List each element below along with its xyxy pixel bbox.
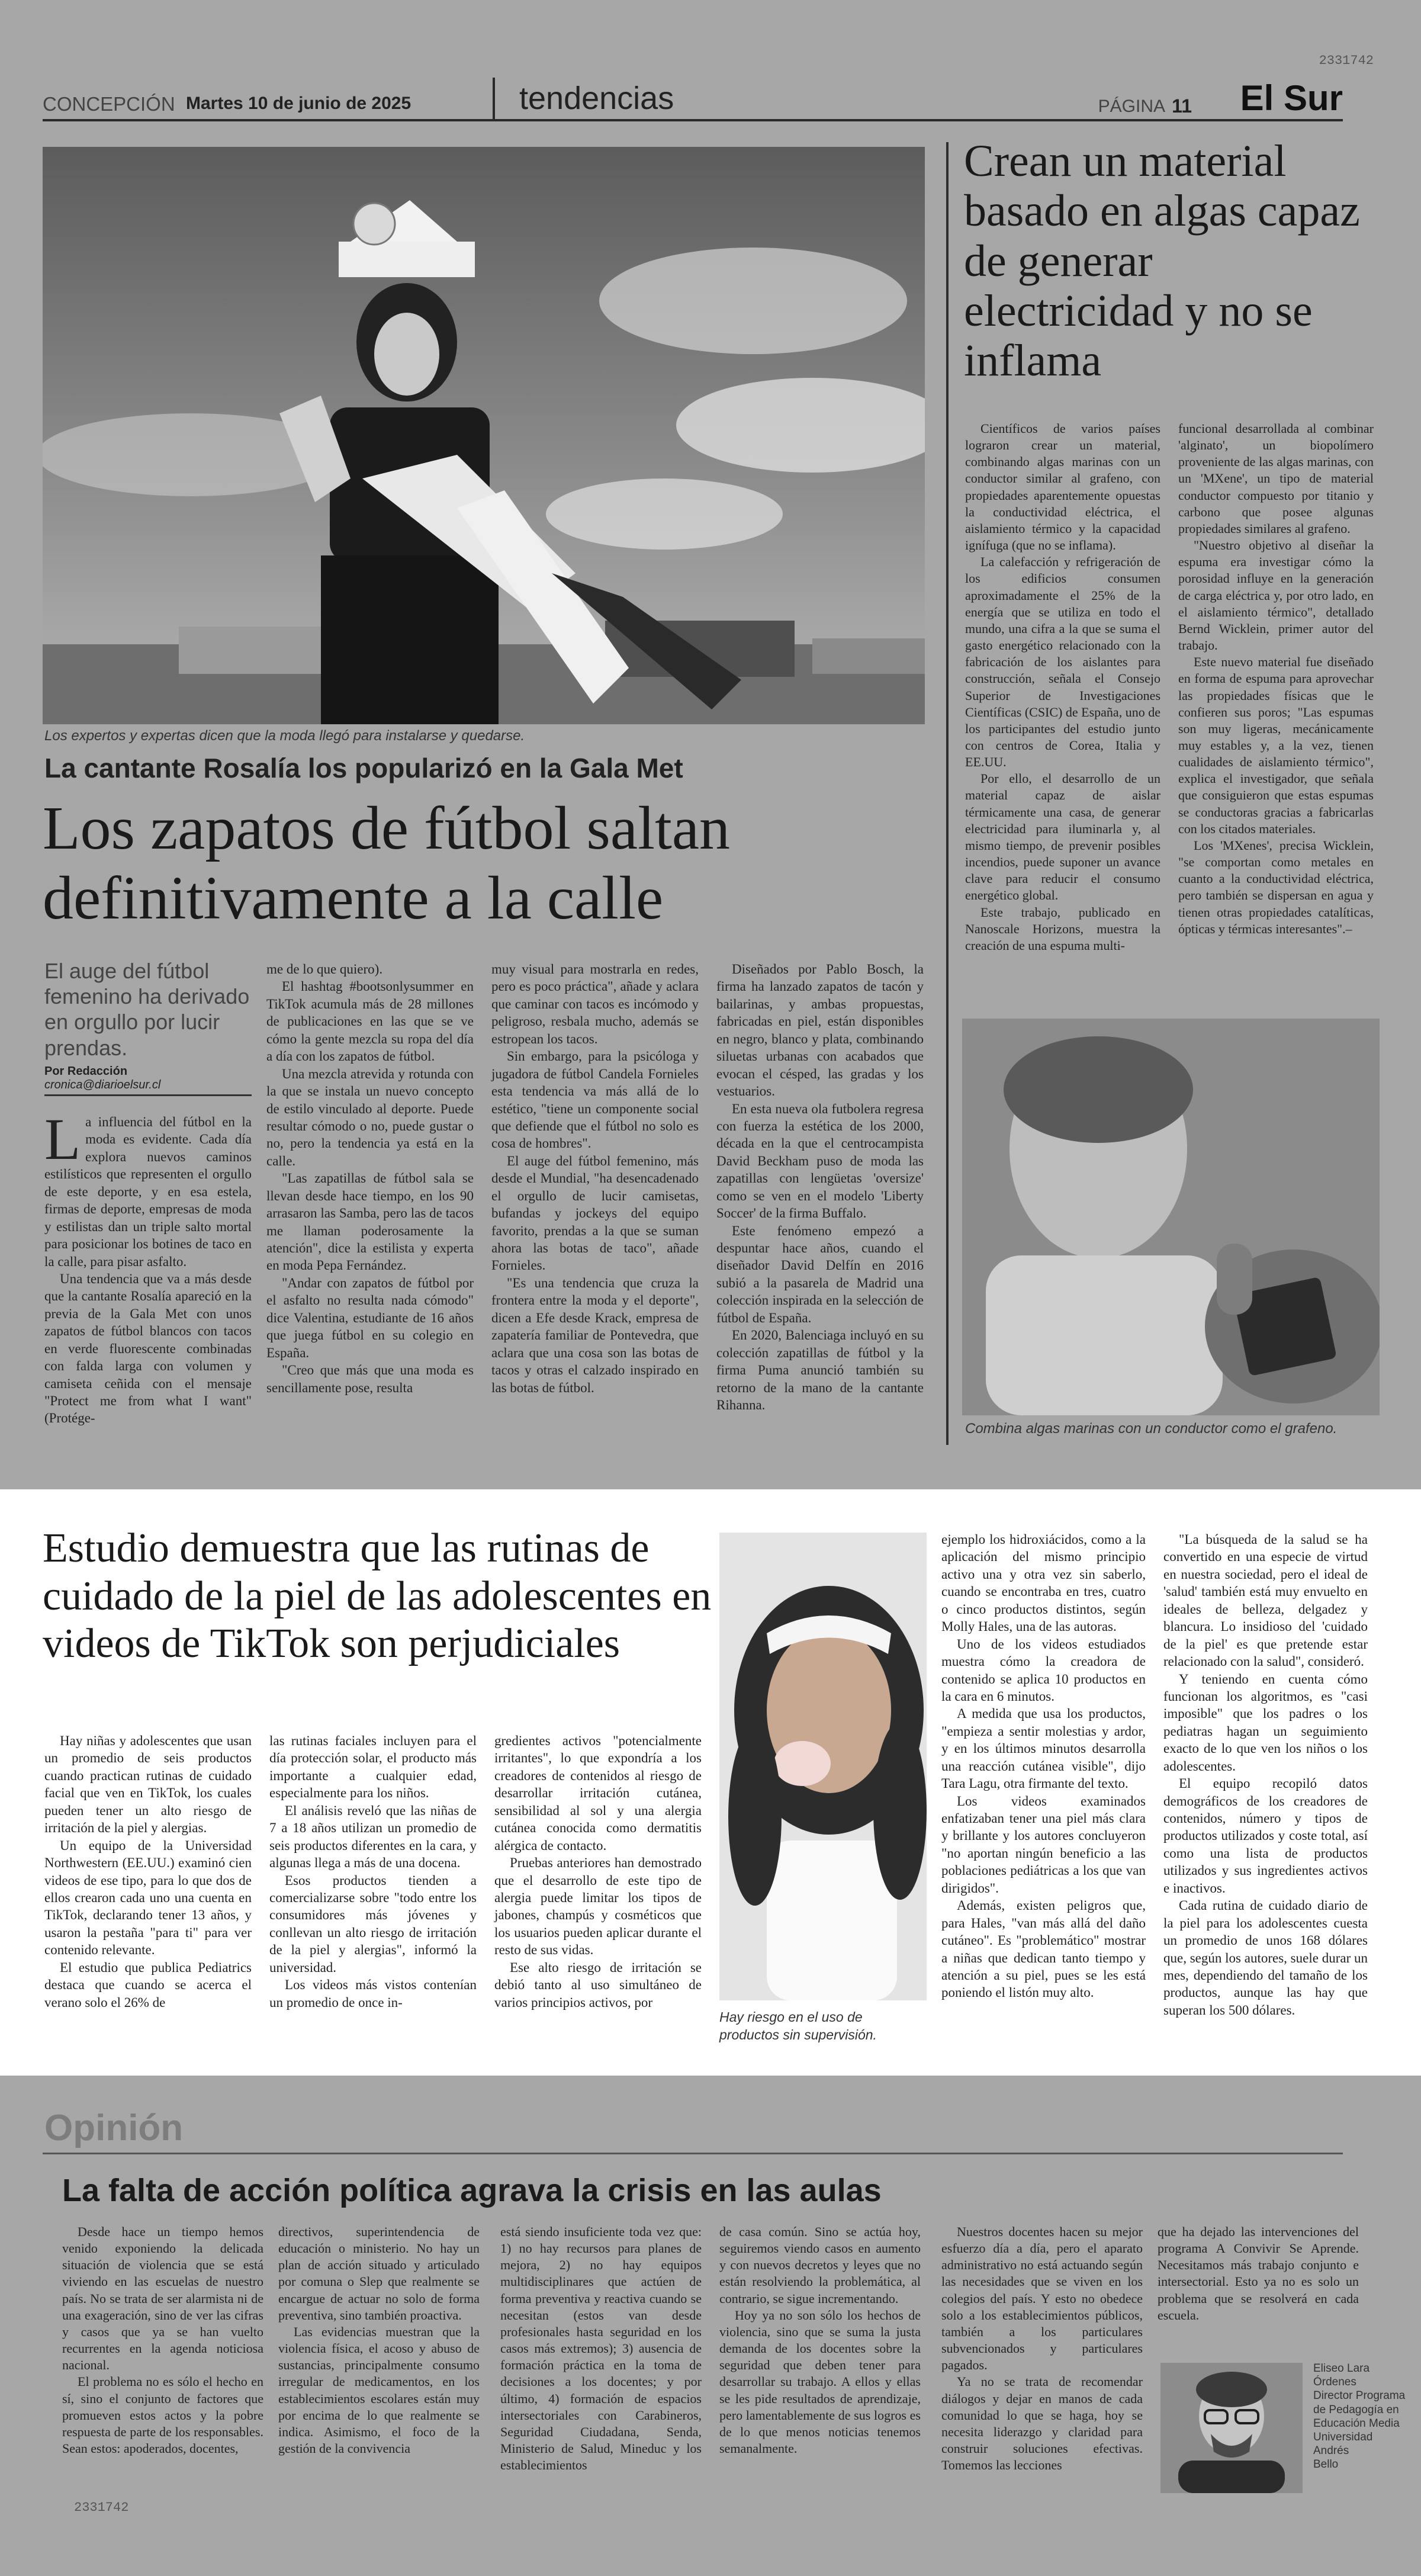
byline-email: cronica@diarioelsur.cl <box>44 1078 161 1091</box>
scientist-photo-illustration <box>962 1019 1380 1415</box>
teen-skincare-photo-illustration <box>719 1533 927 2000</box>
side-story-paragraph: La calefacción y refrigeración de los edificios consumen aproximadamente el 25% de la energía que se utiliza en todo el mundo, una cifra a la que se suma el gasto energético relacionado con la fabricación de los aislantes para construcción, señala el Consejo Superior de Investigaciones Científicas (CSIC) de España, uno de los participantes del estudio junto con centros de Corea, Italia y EE.UU. <box>965 554 1160 770</box>
masthead-date: Martes 10 de junio de 2025 <box>186 94 411 113</box>
side-story-paragraph: Científicos de varios países lograron crear un material, combinando algas marinas con un conductor similar al grafeno, con propiedades aparentemente opuestas la conductividad eléctrica, el aislamiento térmico y la capacidad ignífuga (que no se inflama). <box>965 421 1160 553</box>
band-story-paragraph: Los videos examinados enfatizaban tener una piel más clara y brillante y los autores concluyeron "no aportan ningún beneficio a las poblaciones pediátricas a los que van dirigidos". <box>941 1793 1146 1896</box>
band-story-paragraph: Uno de los videos estudiados muestra cómo la creadora de contenido se aplica 10 productos en la cara en 6 minutos. <box>941 1636 1146 1704</box>
opinion-section-label: Opinión <box>44 2108 184 2148</box>
main-story-paragraph: "Las zapatillas de fútbol sala se llevan desde hace tiempo, en los 90 arrasaron las Samba, pero las de tacos me llaman poderosamente la atención", dice la estilista y experta en moda Pepa Fernández. <box>266 1171 474 1273</box>
fashion-photo-illustration <box>43 147 925 724</box>
side-story-paragraph: Los 'MXenes', precisa Wicklein, "se comportan como metales en cuanto a la conductividad eléctrica, pero también se dispersan en agua y tienen otras propiedades catalíticas, ópticas y térmicas interesantes".– <box>1178 837 1374 936</box>
band-story-paragraph: Esos productos tienden a comercializarse sobre "todo entre los consumidores más jóvenes y conllevan un alto riesgo de irritación de la piel y alergias", informó la universidad. <box>269 1872 477 1975</box>
column-divider <box>946 142 949 1445</box>
masthead-city: CONCEPCIÓN <box>43 93 175 115</box>
opinion-paragraph: Nuestros docentes hacen su mejor esfuerzo día a día, pero el aparato administrativo no está actuando según las necesidades que se viven en los colegios del país. Y esto no obedece solo a los establecimientos públicos, también a los particulares subvencionados y particulares pagados. <box>941 2224 1143 2373</box>
opinion-paragraph: El problema no es sólo el hecho en sí, sino el conjunto de factores que promueven estos actos y la pobre respuesta de parte de los responsables. Sean estos: apoderados, docentes, <box>62 2374 263 2456</box>
band-photo-caption: Hay riesgo en el uso de productos sin supervisión. <box>719 2009 877 2042</box>
side-story-paragraph: Este nuevo material fue diseñado en forma de espuma para aprovechar las propiedades físicas que le confieren sus poros; "Las espumas son muy ligeras, mecánicamente muy estables y, a la vez, tienen cualidades de aislamiento térmico", explica el investigador, que señala que consiguieron que estas espumas se conductoras gracias a fabricarlas con los citados materiales. <box>1178 654 1374 836</box>
side-story-paragraph: Este trabajo, publicado en Nanoscale Horizons, muestra la creación de una espuma multi- <box>965 904 1160 953</box>
main-photo-caption: Los expertos y expertas dicen que la moda llegó para instalarse y quedarse. <box>44 728 525 744</box>
main-story-paragraph: En 2020, Balenciaga incluyó en su colección zapatillas de fútbol y la firma Puma anunció también su retorno de la mano de la cantante Rihanna. <box>716 1328 924 1412</box>
opinion-paragraph: Ya no se trata de recomendar diálogos y dejar en manos de cada comunidad lo que se haga, hoy se necesita liderazgo y claridad para construir soluciones efectivas. Tomemos las lecciones <box>941 2374 1143 2473</box>
band-story-paragraph: Además, existen peligros que, para Hales, "van más allá del daño cutáneo". Es "problemático" mostrar a niñas que dedican tanto tiempo y atención a su piel, pues se les está poniendo el listón muy alto. <box>941 1898 1146 2000</box>
band-story-paragraph: las rutinas faciales incluyen para el día protección solar, el producto más importante a cualquier edad, especialmente para los niños. <box>269 1733 477 1801</box>
opinion-column-3 <box>500 2224 702 2474</box>
band-story-column-2 <box>269 1732 477 2011</box>
main-story-photo <box>43 147 925 724</box>
main-story-paragraph: En esta nueva ola futbolera regresa con fuerza la estética de los 2000, década en la que el centrocampista David Beckham puso de moda las zapatillas con lengüetas 'oversize' como se ven en el modelo 'Liberty Soccer' de la firma Buffalo. <box>716 1101 924 1221</box>
main-story-lead: El auge del fútbol femenino ha derivado en orgullo por lucir prendas. <box>44 959 250 1060</box>
band-story-paragraph: Y teniendo en cuenta cómo funcionan los algoritmos, es "casi imposible" que los padres o los pediatras hagan un seguimiento exacto de lo que ven los niños o los adolescentes. <box>1163 1671 1368 1774</box>
main-story-paragraph: Diseñados por Pablo Bosch, la firma ha lanzado zapatos de tacón y bailarinas, y ambas propuestas, fabricadas en piel, están disponibles en negro, blanco y plata, combinando siluetas urbanas con acabados que evocan el césped, las gradas y los vestuarios. <box>716 962 924 1099</box>
opinion-author <box>1313 2362 1408 2471</box>
main-story-paragraph: El auge del fútbol femenino, más desde el Mundial, "ha desencadenado el orgullo de lucir camisetas, bufandas y jockeys del equipo favorito, prendas a la que se suman ahora las botas de taco", añade Fornieles. <box>491 1153 699 1273</box>
opinion-paragraph: de casa común. Sino se actúa hoy, seguiremos viendo casos en aumento y con nuevos decretos y leyes que no están resolviendo la problemática, al contrario, se sigue incrementando. <box>719 2224 921 2306</box>
side-photo-caption: Combina algas marinas con un conductor como el grafeno. <box>965 1421 1338 1437</box>
opinion-paragraph: Desde hace un tiempo hemos venido exponiendo la delicada situación de violencia que se está viviendo en las escuelas de nuestro país. No se trata de ser alarmista ni de una exageración, sino de ver las cifras y casos que ya se han vuelto recurrentes en la agenda noticiosa nacional. <box>62 2224 263 2373</box>
main-story-paragraph: Sin embargo, para la psicóloga y jugadora de fútbol Candela Fornieles esta tendencia va más allá de lo estético, "tiene un componente social que defiende que el fútbol no solo es cosa de hombres". <box>491 1049 699 1151</box>
opinion-rule <box>43 2153 1343 2154</box>
main-story-paragraph: Una mezcla atrevida y rotunda con la que se instala un nuevo concepto de estilo vinculado al deporte. Puede resultar cómodo o no, puede gustar o no, pero la tendencia ya está en la calle. <box>266 1066 474 1168</box>
author-role: Educación Media <box>1313 2417 1400 2430</box>
band-story-column-1 <box>44 1732 252 2011</box>
main-story-paragraph: El hashtag #bootsonlysummer en TikTok acumula más de 28 millones de publicaciones en las que se ve cómo la gente mezcla su ropa del día a día con los zapatos de fútbol. <box>266 979 474 1064</box>
side-story-paragraph: funcional desarrollada al combinar 'alginato', un biopolímero proveniente de las algas marinas, con un 'MXene', un tipo de material conductor compuesto por titanio y carbono que posee algunas propiedades similares al grafeno. <box>1178 421 1374 536</box>
side-story-paragraph: Por ello, el desarrollo de un material capaz de aislar térmicamente una casa, de generar electricidad para iluminarla y, al mismo tiempo, de prevenir posibles incendios, puede suponer un avance clave para reducir el consumo energético global. <box>965 771 1160 903</box>
author-portrait-illustration <box>1160 2363 1303 2493</box>
band-story-paragraph: El equipo recopiló datos demográficos de los creadores de contenidos, número y tipos de productos utilizados y coste total, así como una lista de productos utilizados y sus ingredientes activos e inactivos. <box>1163 1776 1368 1896</box>
author-portrait <box>1160 2363 1303 2493</box>
byline-author: Por Redacción <box>44 1065 128 1078</box>
opinion-column-2 <box>278 2224 480 2457</box>
band-story-paragraph: "La búsqueda de la salud se ha convertido en una especie de virtud en nuestra sociedad, pero el ideal de 'salud' también está muy envuelto en ideales de belleza, delgadez y blancura. Lo insidioso del 'cuidado de la piel' es que pretende estar relacionado con la salud", consideró. <box>1163 1532 1368 1669</box>
main-story-column-3 <box>491 961 699 1396</box>
opinion-column-6 <box>1158 2224 1359 2324</box>
main-story-paragraph: muy visual para mostrarla en redes, pero es poco práctica", añade y aclara que caminar con tacos es incómodo y peligroso, resbala mucho, además se estropean los tacos. <box>491 962 699 1046</box>
main-story-paragraph: "Es una tendencia que cruza la frontera entre la moda y el deporte", dicen a Efe desde Krack, empresa de zapatería familiar de Pontevedra, que aclara que una cosa son las botas de tacos y otras el calzado inspirado en las botas de fútbol. <box>491 1275 699 1395</box>
author-role: Universidad Andrés <box>1313 2430 1373 2458</box>
drop-cap: L <box>44 1106 81 1172</box>
byline <box>44 1065 252 1096</box>
page-label: PÁGINA <box>1098 97 1165 116</box>
band-story-paragraph: A medida que usa los productos, "empieza a sentir molestias y ardor, y en los últimos minutos desarrolla una reacción cutánea visible", dijo Tara Lagu, otra firmante del texto. <box>941 1706 1146 1791</box>
opinion-paragraph: Las evidencias muestran que la violencia física, el acoso y abuso de sustancias, principalmente consumo irregular de medicamentos, en los establecimientos escolares están muy por encima de lo que realmente se indica. Asimismo, el foco de la gestión de la convivencia <box>278 2324 480 2456</box>
band-story-column-3 <box>494 1732 702 2011</box>
page-id-top: 2331742 <box>1319 53 1374 68</box>
author-role: de Pedagogía en <box>1313 2403 1399 2416</box>
main-story-kicker: La cantante Rosalía los popularizó en la Gala Met <box>44 753 683 783</box>
main-story-headline: Los zapatos de fútbol saltan definitivamente a la calle <box>43 794 731 932</box>
opinion-column-1 <box>62 2224 263 2457</box>
band-story-paragraph: El estudio que publica Pediatrics destaca que cuando se acerca el verano solo el 26% de <box>44 1960 252 2010</box>
page-number: 11 <box>1172 95 1192 117</box>
opinion-paragraph: Hoy ya no son sólo los hechos de violencia, sino que se suma la justa demanda de los docentes sobre la seguridad que deben tener para desarrollar su trabajo. A ellos y ellas se les pide resultados de aprendizaje, pero lamentablemente de sus logros es de lo que menos noticias tenemos semanalmente. <box>719 2307 921 2456</box>
newspaper-logo: El Sur <box>1240 78 1343 118</box>
band-story-column-5 <box>1163 1531 1368 2019</box>
side-story-headline: Crean un material basado en algas capaz de generar electricidad y no se inflama <box>964 136 1360 386</box>
main-story-paragraph: Una tendencia que va a más desde que la cantante Rosalía apareció en la previa de la Gala Met con unos zapatos de fútbol blancos con tacos en verde fluorescente combinadas con falda larga con volumen y camiseta ceñida con el mensaje "Protect me from what I want" (Protége- <box>44 1271 252 1426</box>
main-story-column-2 <box>266 961 474 1396</box>
main-story-paragraph: me de lo que quiero). <box>266 962 383 977</box>
band-story-paragraph: gredientes activos "potencialmente irritantes", lo que expondría a los creadores de contenidos al riesgo de desarrollar irritación cutánea, sensibilidad al sol y una alergia cutánea conocida como dermatitis alérgica de contacto. <box>494 1733 702 1853</box>
main-story-paragraph: La influencia del fútbol en la moda es evidente. Cada día explora nuevos caminos estilísticos que representen el orgullo de este deporte, y en esa estela, firmas de deporte, empresas de moda y estilistas dan un triple salto mortal para posicionar los botines de taco en la calle, para pisar asfalto. <box>44 1106 252 1269</box>
band-story-paragraph: Cada rutina de cuidado diario de la piel para los adolescentes cuesta un promedio de unos 168 dólares que, según los autores, suele durar un mes, dependiendo del tamaño de los productos, aunque las hay que superan los 500 dólares. <box>1163 1898 1368 2018</box>
side-story-paragraph: "Nuestro objetivo al diseñar la espuma era investigar cómo la porosidad influye en la generación de carga eléctrica y, por otro lado, en el aislamiento térmico", detallado Bernd Wicklein, primer autor del trabajo. <box>1178 538 1374 653</box>
masthead <box>43 74 1343 121</box>
band-story-paragraph: Los videos más vistos contenían un promedio de once in- <box>269 1977 477 2010</box>
opinion-column-5 <box>941 2224 1143 2474</box>
opinion-paragraph: directivos, superintendencia de educación o ministerio. No hay un plan de acción situado y articulado por comuna o Slep que realmente se encargue de actuar no solo de forma preventiva, sino también proactiva. <box>278 2224 480 2323</box>
band-story-paragraph: Ese alto riesgo de irritación se debió tanto al uso simultáneo de varios principios activos, por <box>494 1960 702 2010</box>
author-role: Bello <box>1313 2458 1339 2471</box>
band-story-paragraph: Pruebas anteriores han demostrado que el desarrollo de este tipo de alergia puede limitar los tipos de jabones, champús y cosméticos que los usuarios pueden aplicar durante el resto de sus vidas. <box>494 1855 702 1958</box>
author-role: Director Programa <box>1313 2389 1406 2402</box>
band-story-paragraph: ejemplo los hidroxiácidos, como a la aplicación del mismo principio activo una y otra vez sin saberlo, cuando se encontraba en tres, cuatro o cinco productos distintos, según Molly Hales, una de las autoras. <box>941 1532 1146 1634</box>
page-id-bottom: 2331742 <box>74 2500 129 2515</box>
main-story-paragraph: "Andar con zapatos de fútbol por el asfalto no resulta nada cómodo" dice Valentina, estudiante de 16 años que juega fútbol en su colegio en España. <box>266 1275 474 1360</box>
main-story-paragraph: Este fenómeno empezó a despuntar hace años, cuando el diseñador David Delfín en 2016 subió a la pasarela de Madrid una colección inspirada en la selección de fútbol de España. <box>716 1223 924 1325</box>
band-story-column-4 <box>941 1531 1146 2002</box>
author-name: Eliseo Lara Órdenes <box>1313 2362 1370 2389</box>
masthead-divider <box>493 78 495 121</box>
band-story-paragraph: El análisis reveló que las niñas de 7 a 18 años utilizan un promedio de seis productos diferentes en la cara, y algunas llega a más de una docena. <box>269 1803 477 1871</box>
section-name: tendencias <box>519 81 674 116</box>
side-story-column-2 <box>1178 420 1374 937</box>
main-story-paragraph: "Creo que más que una moda es sencillamente pose, resulta <box>266 1363 474 1395</box>
opinion-column-4 <box>719 2224 921 2457</box>
band-story-photo <box>719 1533 927 2000</box>
opinion-headline: La falta de acción política agrava la crisis en las aulas <box>62 2173 882 2208</box>
band-story-paragraph: Un equipo de la Universidad Northwestern (EE.UU.) examinó cien videos de ese tipo, para lo que dos de ellos crearon cada uno una cuenta en TikTok, declarando tener 13 años, y usaron la pestaña "para ti" para ver contenido relevante. <box>44 1838 252 1958</box>
band-story-paragraph: Hay niñas y adolescentes que usan un promedio de seis productos cuando practican rutinas de cuidado facial que ven en TikTok, los cuales pueden tener un alto riesgo de irritación de la piel y alergias. <box>44 1733 252 1836</box>
band-story-headline: Estudio demuestra que las rutinas de cuidado de la piel de las adolescentes en videos de TikTok son perjudiciales <box>43 1525 712 1666</box>
opinion-paragraph: está siendo insuficiente toda vez que: 1) no hay recursos para planes de mejora, 2) no hay equipos multidisciplinares que actúen de forma preventiva y reactiva cuando se necesitan (estos van desde profesionales hasta seguridad en los casos más extremos); 3) ausencia de formación práctica en la toma de decisiones a los docentes; y por último, 4) formación de espacios intersectoriales con Carabineros, Seguridad Ciudadana, Senda, Ministerio de Salud, Mineduc y los establecimientos <box>500 2224 702 2473</box>
main-story-column-4 <box>716 961 924 1414</box>
main-story-column-1 <box>44 1106 252 1427</box>
opinion-paragraph: que ha dejado las intervenciones del programa A Convivir Se Aprende. Necesitamos más trabajo conjunto e intersectorial. Esto ya no es solo un problema que se resolverá en cada escuela. <box>1158 2224 1359 2323</box>
side-story-photo <box>962 1019 1380 1415</box>
side-story-column-1 <box>965 420 1160 954</box>
